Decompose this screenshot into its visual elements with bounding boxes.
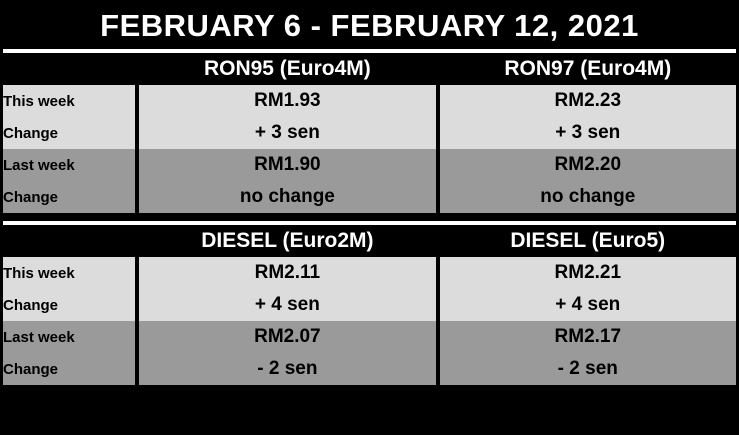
cell-value: RM2.17: [440, 321, 736, 353]
header-diesel-euro2m: DIESEL (Euro2M): [139, 225, 435, 257]
cell-value: + 3 sen: [440, 117, 736, 149]
cell-value: + 4 sen: [440, 289, 736, 321]
cell-value: RM2.20: [440, 149, 736, 181]
row-label: This week: [3, 85, 135, 117]
cell-value: RM1.90: [139, 149, 435, 181]
title-text: FEBRUARY 6 - FEBRUARY 12, 2021: [100, 8, 639, 43]
row-label: Change: [3, 181, 135, 213]
cell-value: + 4 sen: [139, 289, 435, 321]
table-row: [3, 257, 736, 289]
row-label: Change: [3, 353, 135, 385]
cell-value: RM2.23: [440, 85, 736, 117]
cell-value: RM2.21: [440, 257, 736, 289]
cell-value: - 2 sen: [139, 353, 435, 385]
section-petrol-table: [3, 53, 736, 213]
table-row: [3, 181, 736, 213]
cell-value: no change: [139, 181, 435, 213]
row-label: This week: [3, 257, 135, 289]
table-row: [3, 321, 736, 353]
header-ron97: RON97 (Euro4M): [440, 53, 736, 85]
table-row: [3, 85, 736, 117]
row-label: Change: [3, 117, 135, 149]
table-row: [3, 289, 736, 321]
cell-value: - 2 sen: [440, 353, 736, 385]
cell-value: RM2.07: [139, 321, 435, 353]
row-label: Last week: [3, 149, 135, 181]
section-gap: [3, 213, 736, 221]
header-diesel-euro5: DIESEL (Euro5): [440, 225, 736, 257]
row-label: Last week: [3, 321, 135, 353]
header-spacer-cell: [3, 225, 135, 257]
section-diesel-table: [3, 225, 736, 385]
table-row: [3, 149, 736, 181]
header-spacer-cell: [3, 53, 135, 85]
section-petrol-header-row: [3, 53, 736, 85]
cell-value: + 3 sen: [139, 117, 435, 149]
header-ron95: RON95 (Euro4M): [139, 53, 435, 85]
cell-value: RM1.93: [139, 85, 435, 117]
table-row: [3, 353, 736, 385]
table-row: [3, 117, 736, 149]
row-label: Change: [3, 289, 135, 321]
cell-value: no change: [440, 181, 736, 213]
cell-value: RM2.11: [139, 257, 435, 289]
section-diesel-header-row: [3, 225, 736, 257]
page-title: [3, 3, 736, 49]
